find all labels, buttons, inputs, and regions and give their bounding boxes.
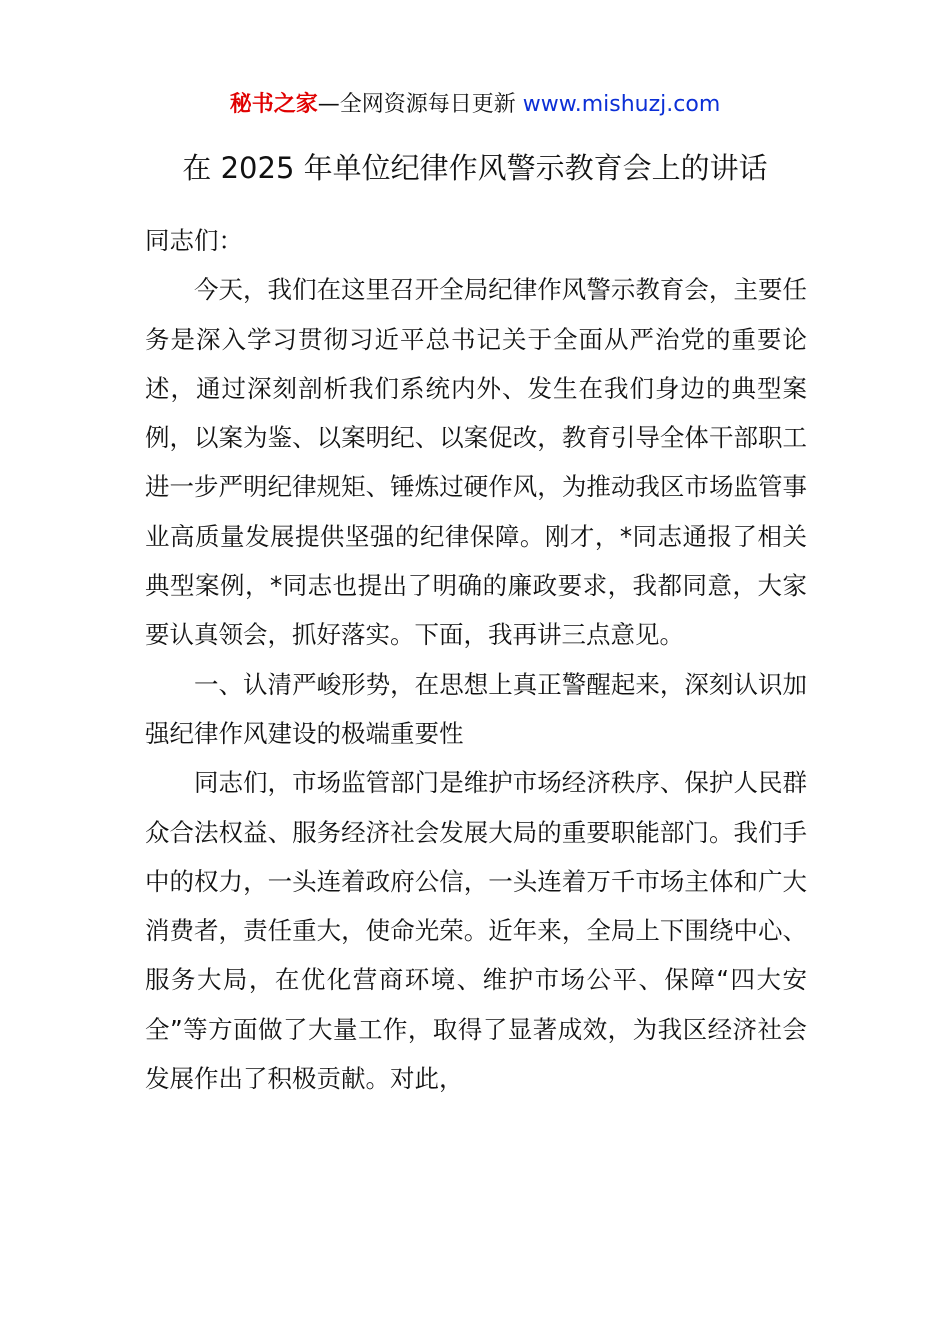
section-heading-1: 一、认清严峻形势，在思想上真正警醒起来，深刻认识加强纪律作风建设的极端重要性	[145, 669, 807, 748]
site-name: 秘书之家	[229, 92, 318, 117]
salutation: 同志们：	[145, 226, 243, 255]
document-body	[145, 216, 807, 1103]
site-url-link[interactable]: www.mishuzj.com	[522, 92, 721, 117]
document-title: 在 2025 年单位纪律作风警示教育会上的讲话	[182, 151, 768, 185]
site-tagline: —全网资源每日更新	[317, 92, 523, 117]
paragraph-section-1: 同志们，市场监管部门是维护市场经济秩序、保护人民群众合法权益、服务经济社会发展大局的重要职能部门。我们手中的权力，一头连着政府公信，一头连着万千市场主体和广大消费者，责任重大，使命光荣。近年来，全局上下围绕中心、服务大局，在优化营商环境、维护市场公平、保障“四大安全”等方面做了大量工作，取得了显著成效，为我区经济社会发展作出了积极贡献。对此，	[145, 768, 807, 1094]
site-header	[0, 88, 950, 122]
paragraph-intro: 今天，我们在这里召开全局纪律作风警示教育会，主要任务是深入学习贯彻习近平总书记关于全面从严治党的重要论述，通过深刻剖析我们系统内外、发生在我们身边的典型案例，以案为鉴、以案明纪、以案促改，教育引导全体干部职工进一步严明纪律规矩、锤炼过硬作风，为推动我区市场监管事业高质量发展提供坚强的纪律保障。刚才，*同志通报了相关典型案例，*同志也提出了明确的廉政要求，我都同意，大家要认真领会，抓好落实。下面，我再讲三点意见。	[145, 275, 807, 650]
